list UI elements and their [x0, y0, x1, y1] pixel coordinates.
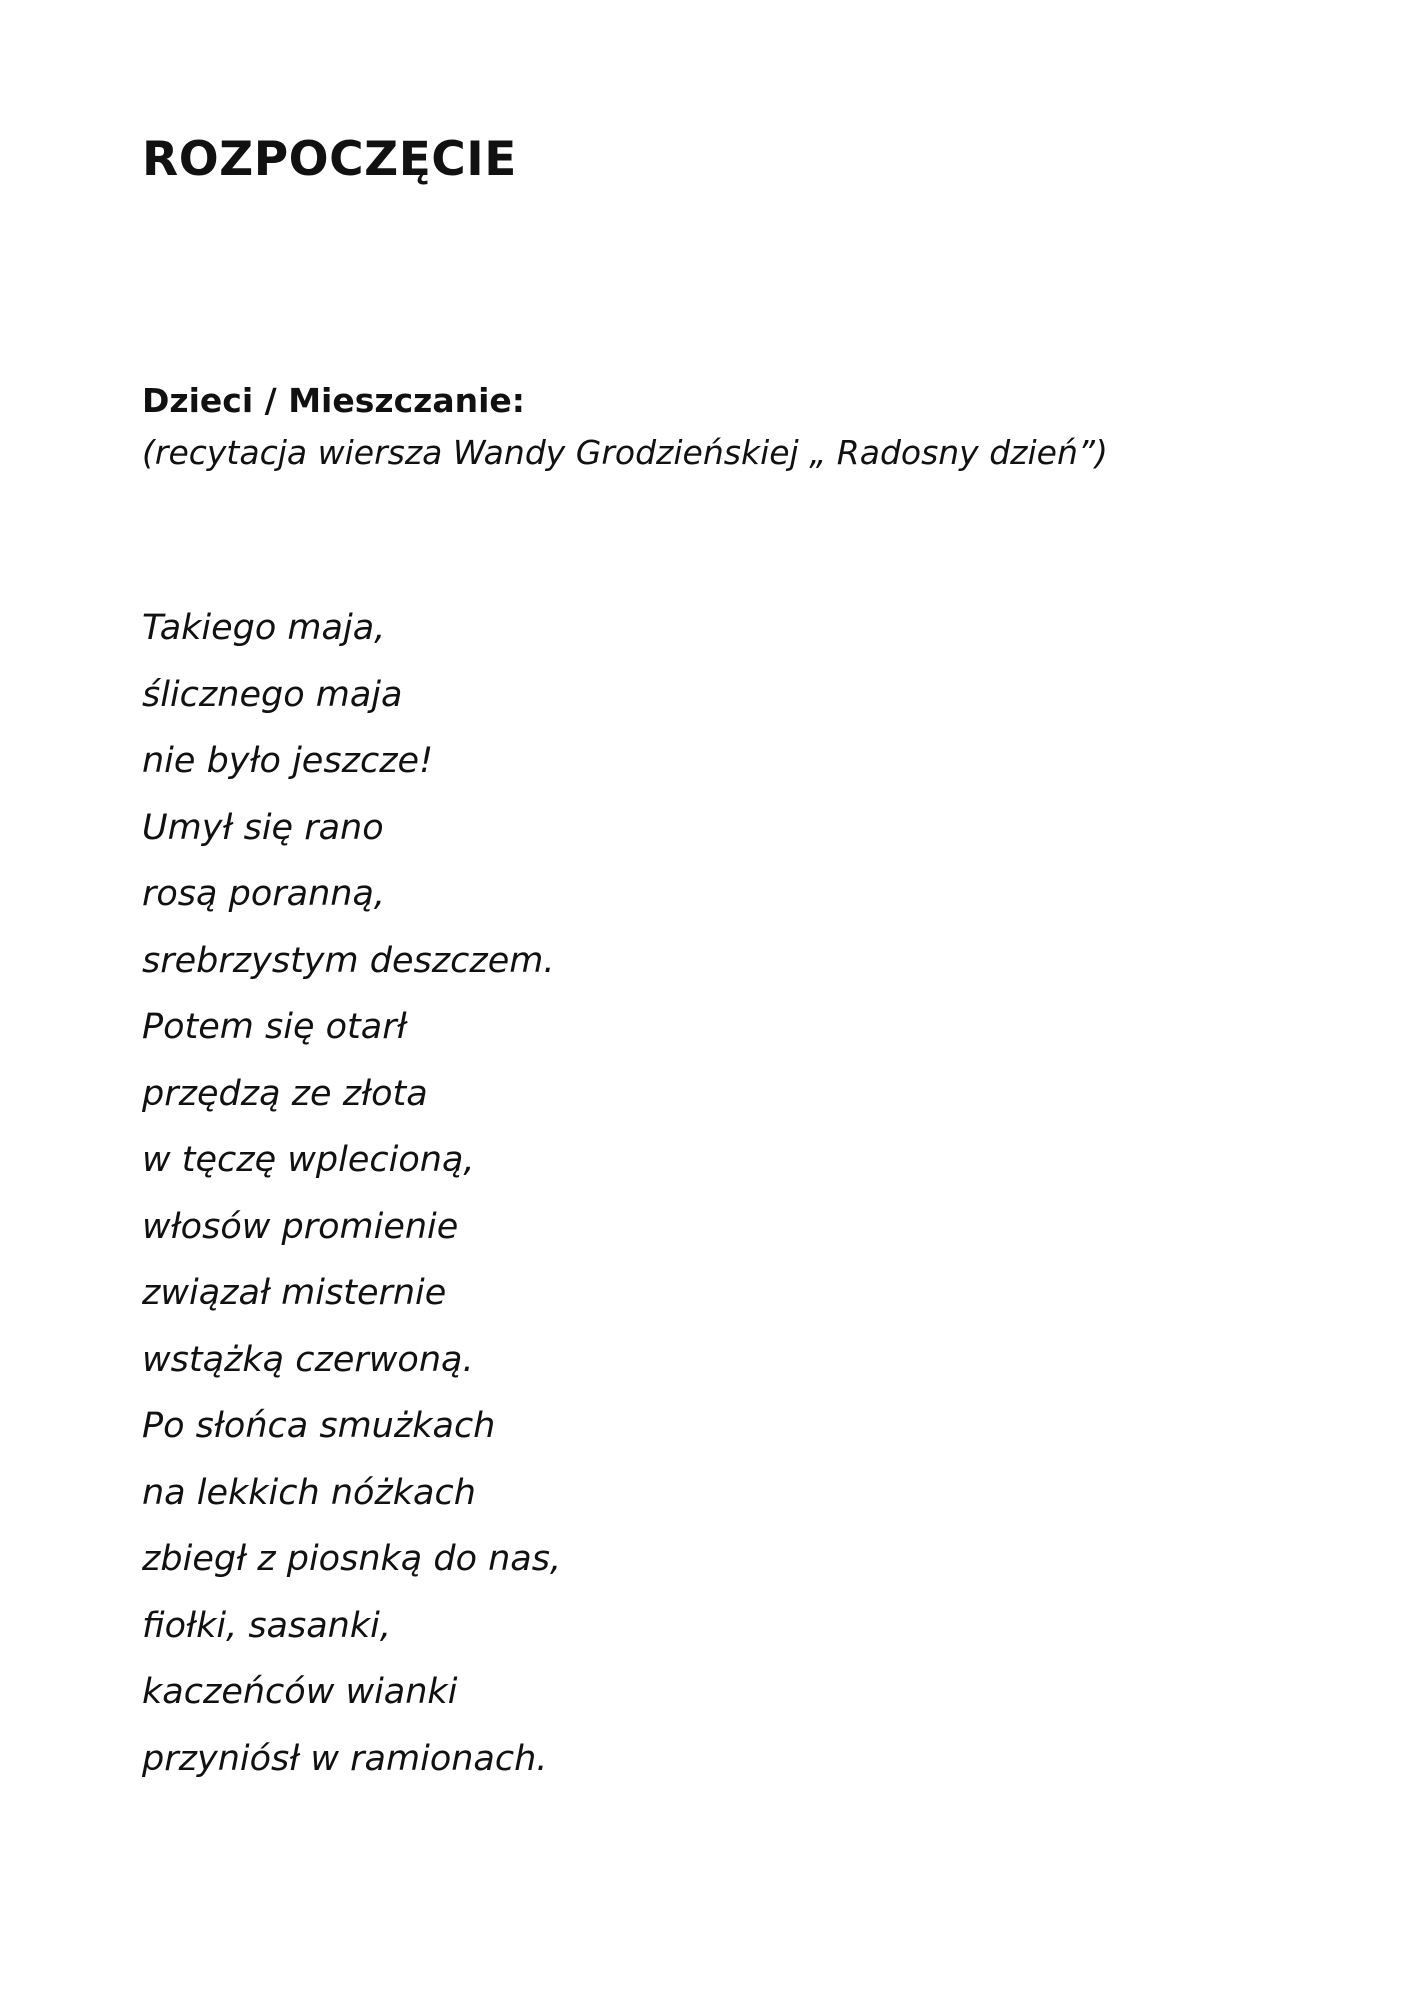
poem-line: srebrzystym deszczem.: [142, 940, 555, 981]
poem-line: włosów promienie: [142, 1206, 459, 1247]
document-page: [142, 0, 1272, 2000]
poem-line: przędzą ze złota: [142, 1073, 428, 1114]
poem-line: Potem się otarł: [142, 1007, 407, 1047]
poem-line: nie było jeszcze!: [142, 741, 434, 781]
poem-line: Takiego maja,: [142, 608, 386, 648]
poem-line: kaczeńców wianki: [142, 1672, 458, 1712]
poem-line: fiołki, sasanki,: [142, 1605, 391, 1646]
poem-line: przyniósł w ramionach.: [142, 1738, 548, 1779]
poem-line: związał misternie: [142, 1273, 447, 1313]
poem-line: Po słońca smużkach: [142, 1406, 496, 1446]
poem: [142, 595, 561, 1792]
speaker-label: Dzieci / Mieszczanie:: [142, 381, 525, 420]
poem-line: ślicznego maja: [142, 674, 403, 715]
poem-line: wstążką czerwoną.: [142, 1339, 474, 1380]
poem-line: w tęczę wplecioną,: [142, 1140, 475, 1180]
stage-direction: (recytacja wiersza Wandy Grodzieńskiej „ Radosny dzień”): [142, 433, 1108, 472]
page-title: ROZPOCZĘCIE: [142, 132, 517, 187]
poem-line: zbiegł z piosnką do nas,: [142, 1539, 562, 1579]
poem-line: rosą poranną,: [142, 874, 386, 914]
poem-line: na lekkich nóżkach: [142, 1472, 476, 1513]
poem-line: Umył się rano: [142, 807, 384, 848]
